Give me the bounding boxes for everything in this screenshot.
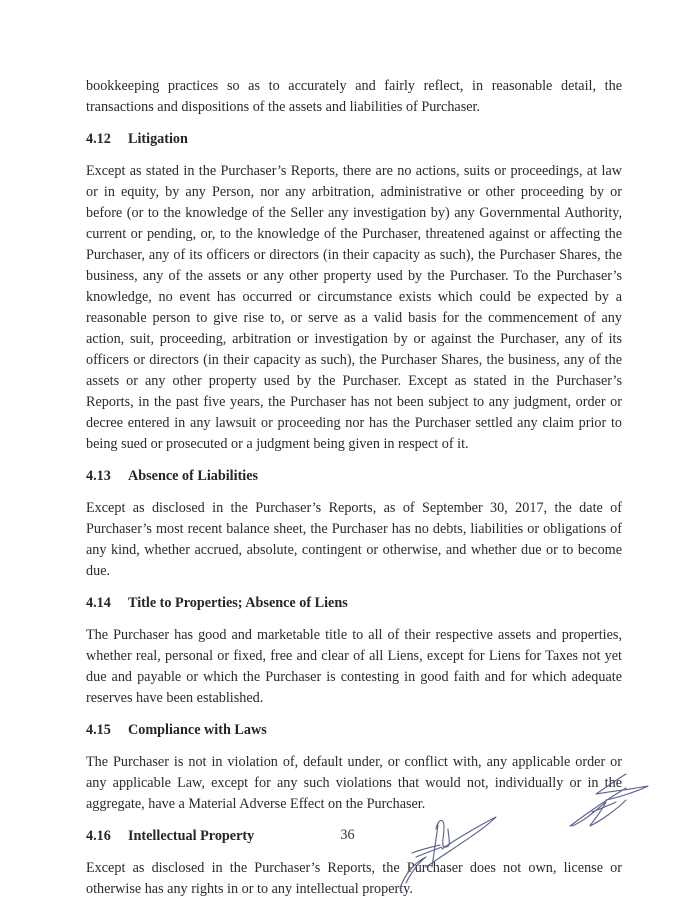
section-heading xyxy=(86,466,622,487)
section-title: Intellectual Property xyxy=(128,828,255,844)
document-page xyxy=(86,76,622,911)
section-body: Except as disclosed in the Purchaser’s Reports, as of September 30, 2017, the date of Purchaser’s most recent balance sheet, the Purchaser has no debts, liabilities or obligations of any kind, whether accrued, absolute, contingent or otherwise, and whether due or to become due. xyxy=(86,500,622,579)
section-body: The Purchaser has good and marketable title to all of their respective assets and properties, whether real, personal or fixed, free and clear of all Liens, except for Liens for Taxes not yet due and payable or which the Purchaser is contesting in good faith and for which adequate reserves have been established. xyxy=(86,627,622,706)
section-number: 4.12 xyxy=(86,131,111,147)
section-title: Absence of Liabilities xyxy=(128,468,259,484)
section-title: Compliance with Laws xyxy=(128,722,267,738)
continuation-paragraph: bookkeeping practices so as to accurately and fairly reflect, in reasonable detail, the transactions and dispositions of the assets and liabilities of Purchaser. xyxy=(86,78,622,115)
section-title: Litigation xyxy=(128,131,188,147)
section-number: 4.14 xyxy=(86,595,111,611)
section-number: 4.13 xyxy=(86,468,111,484)
section-number: 4.16 xyxy=(86,828,111,844)
section-4-14 xyxy=(86,593,622,709)
section-heading xyxy=(86,129,622,150)
section-4-12 xyxy=(86,129,622,455)
section-body: Except as stated in the Purchaser’s Reports, there are no actions, suits or proceedings, at law or in equity, by any Person, nor any arbitration, administrative or other proceeding by or before (or to the knowledge of the Seller any investigation by) any Governmental Authority, current or pending, or, to the knowledge of the Purchaser, threatened against or affecting the Purchaser, any of its officers or directors (in their capacity as such), the Purchaser Shares, the business, any of the assets or any other property used by the Purchaser. To the Purchaser’s knowledge, no event has occurred or circumstance exists which could be expected by a reasonable person to give rise to, or serve as a valid basis for the commencement of any action, suit, proceeding, arbitration or investigation by or against the Purchaser, any of its officers or directors (in their capacity as such), the Purchaser Shares, the business, any of the assets or any other property used by the Purchaser. Except as stated in the Purchaser’s Reports, in the past five years, the Purchaser has not been subject to any judgment, order or decree entered in any lawsuit or proceeding nor has the Purchaser settled any claim prior to being sued or prosecuted or a judgment being given in respect of it. xyxy=(86,163,622,452)
section-heading xyxy=(86,720,622,741)
section-body: Except as disclosed in the Purchaser’s Reports, the Purchaser does not own, license or otherwise has any rights in or to any intellectual property. xyxy=(86,860,622,897)
section-title: Title to Properties; Absence of Liens xyxy=(128,595,348,611)
section-4-15 xyxy=(86,720,622,815)
section-body: The Purchaser is not in violation of, default under, or conflict with, any applicable order or any applicable Law, except for any such violations that would not, individually or in the aggregate, have a Material Adverse Effect on the Purchaser. xyxy=(86,754,622,812)
section-number: 4.15 xyxy=(86,722,111,738)
section-4-13 xyxy=(86,466,622,582)
section-heading xyxy=(86,593,622,614)
page-number: 36 xyxy=(340,827,355,843)
